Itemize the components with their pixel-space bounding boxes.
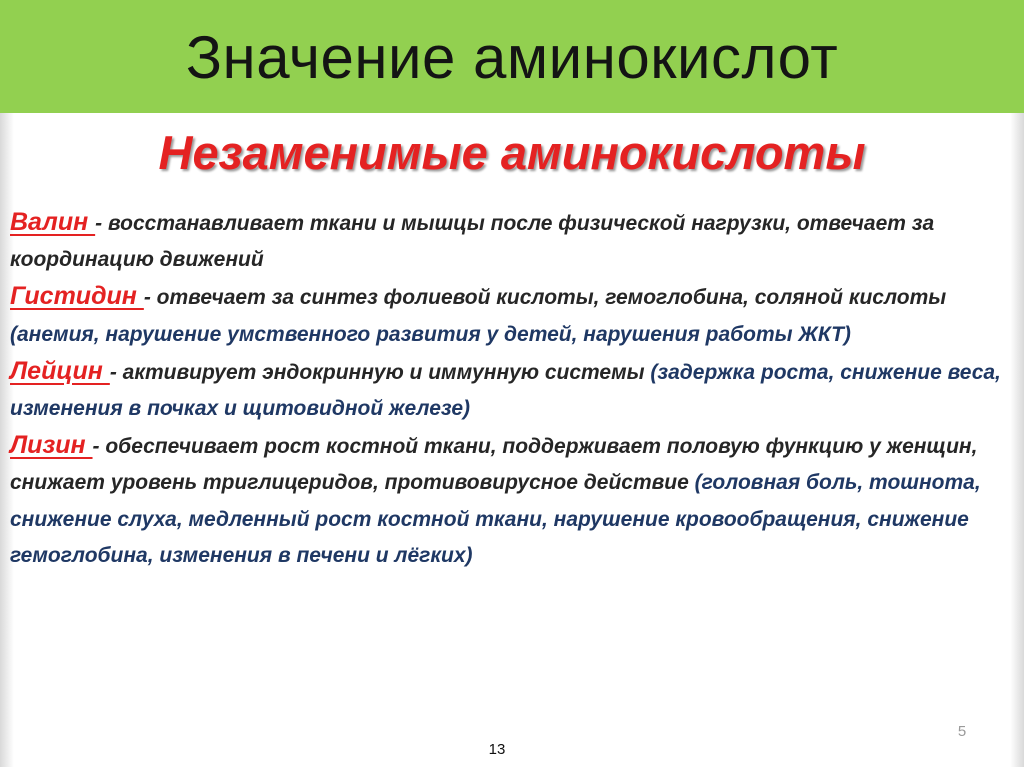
slide-number: 5 xyxy=(957,723,967,740)
amino-acid-term: Лейцин xyxy=(10,356,110,385)
deficiency-symptoms: (головная боль, тошнота, снижение слуха, медленный рост костной ткани, нарушение кровообращения, снижение гемоглобина, изменения в печени и лёгких) xyxy=(10,471,981,567)
amino-acid-description: - отвечает за синтез фолиевой кислоты, гемоглобина, соляной кислоты xyxy=(143,286,947,310)
amino-acid-entry-valine xyxy=(10,204,1010,278)
right-edge-shadow xyxy=(1010,113,1024,767)
amino-acid-term: Гистидин xyxy=(10,282,144,311)
amino-acid-description: - обеспечивает рост костной ткани, поддерживает половую функцию у женщин, снижает уровень триглицеридов, противовирусное действие xyxy=(10,435,978,495)
amino-acid-description: - активирует эндокринную и иммунную системы xyxy=(109,360,651,384)
amino-acid-term: Лизин xyxy=(10,431,93,460)
amino-acid-list xyxy=(10,204,1010,574)
amino-acid-entry-leucine xyxy=(10,353,1010,427)
amino-acid-description: - восстанавливает ткани и мышцы после физической нагрузки, отвечает за координацию движений xyxy=(10,212,935,272)
deficiency-symptoms: (анемия, нарушение умственного развития у детей, нарушения работы ЖКТ) xyxy=(10,322,851,346)
slide-subtitle: Незаменимые аминокислоты xyxy=(158,126,866,179)
amino-acid-entry-histidine xyxy=(10,278,1010,352)
amino-acid-entry-lysine xyxy=(10,427,1010,574)
slide-title: Значение аминокислот xyxy=(185,24,839,91)
deficiency-symptoms: (задержка роста, снижение веса, изменения в почках и щитовидной железе) xyxy=(10,360,1001,421)
page-number: 13 xyxy=(488,741,506,758)
amino-acid-term: Валин xyxy=(10,208,96,236)
